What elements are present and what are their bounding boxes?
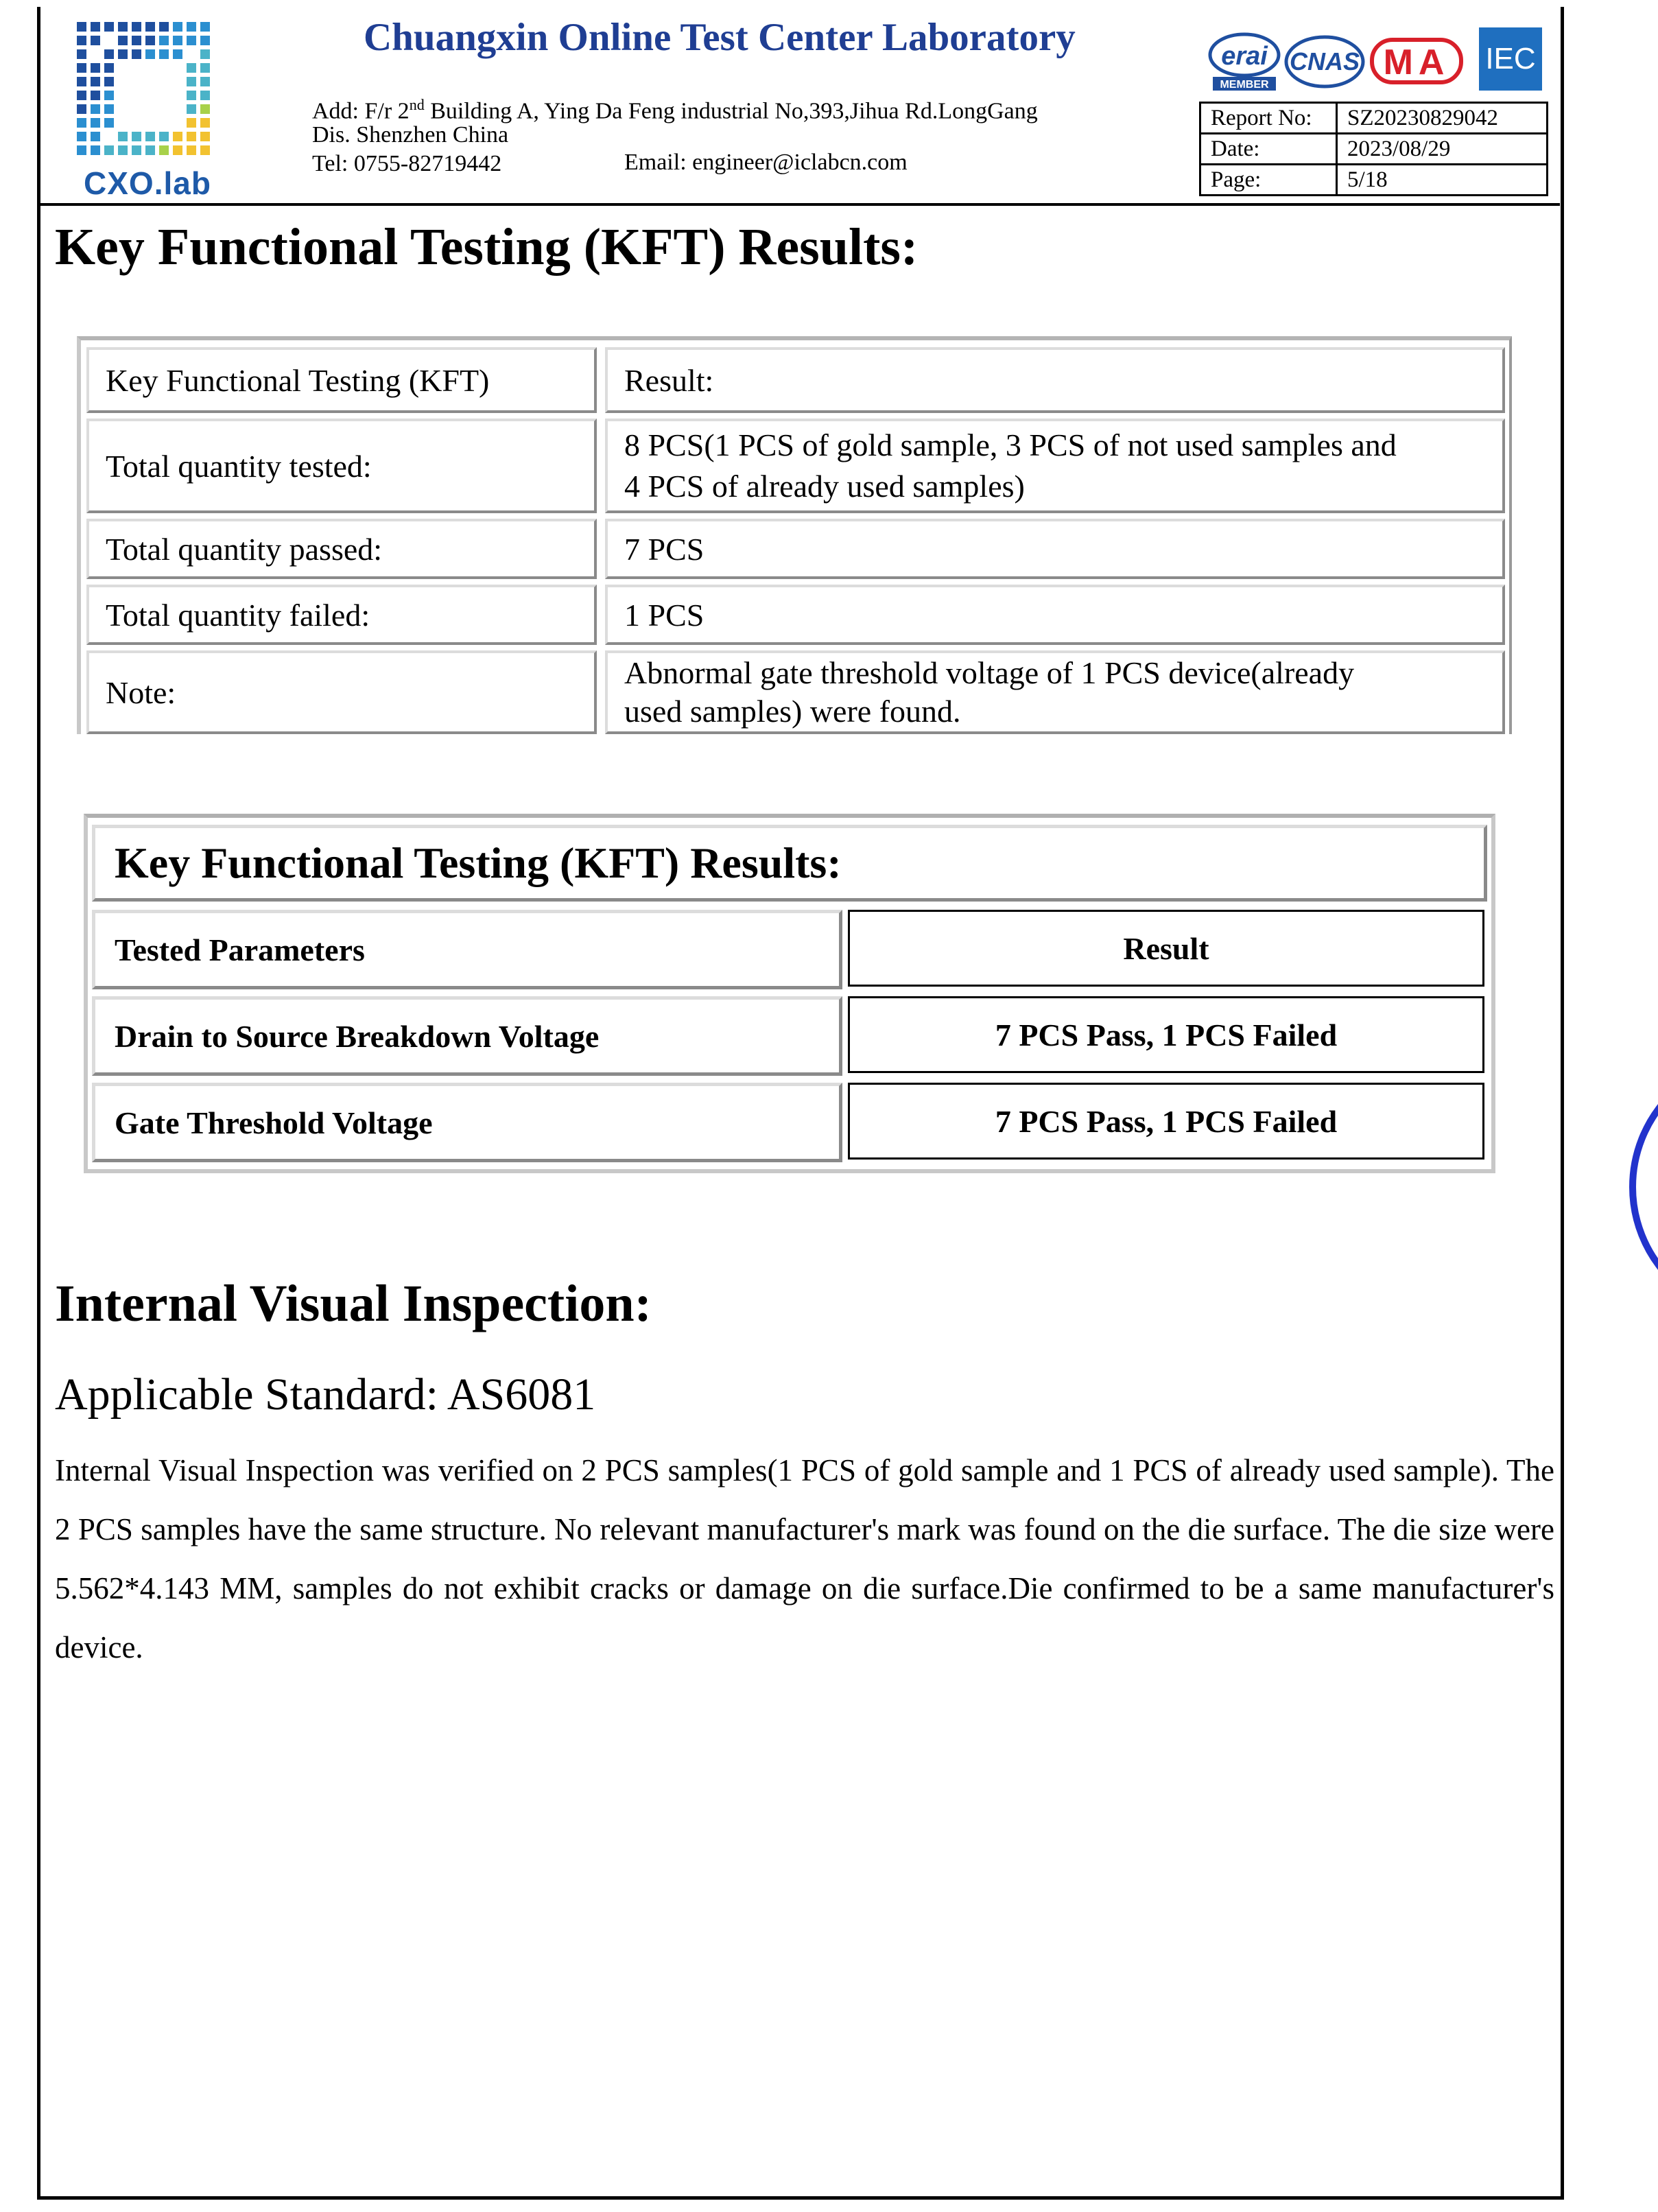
row-note-value-line1: Abnormal gate threshold voltage of 1 PCS device(already	[624, 655, 1355, 690]
logo-tile	[91, 77, 100, 86]
logo-tile	[187, 91, 196, 100]
logo-tile	[91, 132, 100, 141]
date-value: 2023/08/29	[1337, 134, 1548, 165]
page-value: 5/18	[1337, 165, 1548, 196]
logo-tile	[200, 49, 210, 59]
header-divider	[37, 203, 1560, 206]
logo-tile	[132, 132, 141, 141]
telephone: Tel: 0755-82719442	[312, 151, 502, 176]
row-note-value	[605, 650, 1505, 734]
logo-tile	[132, 36, 141, 45]
address-superscript: nd	[409, 96, 425, 113]
applicable-standard: Applicable Standard: AS6081	[55, 1369, 596, 1420]
logo-tile	[104, 63, 114, 73]
logo-tile	[91, 63, 100, 73]
svg-text:MA: MA	[1383, 43, 1450, 82]
logo-tile	[173, 145, 182, 155]
row-tested-value-line1: 8 PCS(1 PCS of gold sample, 3 PCS of not used samples and	[624, 427, 1397, 462]
row-note-label: Note:	[86, 650, 597, 734]
logo-tile	[77, 104, 86, 114]
cma-logo	[1369, 37, 1464, 85]
logo-tile	[187, 36, 196, 45]
logo-tile	[187, 63, 196, 73]
logo-tile	[187, 145, 196, 155]
logo-tile	[91, 104, 100, 114]
logo-tile	[200, 145, 210, 155]
logo-tile	[187, 104, 196, 114]
row-failed-label: Total quantity failed:	[86, 585, 597, 645]
erai-member-logo	[1207, 30, 1281, 92]
logo-tile	[200, 22, 210, 32]
summary-header-right: Result:	[605, 347, 1505, 413]
row-tested-value-line2: 4 PCS of already used samples)	[624, 469, 1025, 504]
logo-tile	[104, 104, 114, 114]
row-tested-label: Total quantity tested:	[86, 419, 597, 513]
logo-tile	[118, 132, 128, 141]
report-no-row	[1200, 103, 1548, 134]
row-passed-label: Total quantity passed:	[86, 519, 597, 579]
address-line-2: Dis. Shenzhen China	[312, 122, 509, 148]
logo-tile	[145, 132, 155, 141]
logo-mosaic-icon	[75, 21, 220, 165]
logo-tile	[132, 22, 141, 32]
logo-tile	[159, 22, 169, 32]
logo-tile	[187, 132, 196, 141]
logo-tile	[187, 22, 196, 32]
logo-tile	[200, 104, 210, 114]
email: Email: engineer@iclabcn.com	[624, 150, 908, 175]
certification-logos	[1207, 27, 1543, 96]
logo-tile	[77, 49, 86, 59]
logo-tile	[159, 145, 169, 155]
logo-tile	[91, 36, 100, 45]
logo-tile	[118, 49, 128, 59]
logo-tile	[173, 22, 182, 32]
cnas-logo	[1284, 34, 1365, 89]
logo-tile	[187, 118, 196, 128]
date-row	[1200, 134, 1548, 165]
logo-tile	[77, 91, 86, 100]
company-stamp-icon	[1605, 1043, 1658, 1331]
logo-tile	[77, 63, 86, 73]
logo-tile	[77, 118, 86, 128]
logo-tile	[145, 22, 155, 32]
logo-tile	[77, 145, 86, 155]
logo-tile	[118, 36, 128, 45]
logo-tile	[104, 118, 114, 128]
results-col-parameters: Tested Parameters	[92, 910, 842, 989]
iec-logo: IEC	[1479, 27, 1542, 91]
logo-tile	[159, 49, 169, 59]
logo-tile	[91, 22, 100, 32]
visual-inspection-paragraph: Internal Visual Inspection was verified on 2 PCS samples(1 PCS of gold sample and 1 PCS of already used sample). The 2 PCS samples have the same structure. No relevant manufacturer's mark was found on the die surface. The die size were 5.562*4.143 MM, samples do not exhibit cracks or damage on die surface.Die confirmed to be a same manufacturer's device.	[55, 1453, 1554, 1664]
results-row-result: 7 PCS Pass, 1 PCS Failed	[848, 1083, 1484, 1160]
logo-tile	[200, 63, 210, 73]
summary-header-left: Key Functional Testing (KFT)	[86, 347, 597, 413]
logo-text: CXO.lab	[84, 165, 211, 201]
logo-tile	[77, 22, 86, 32]
results-table-title: Key Functional Testing (KFT) Results:	[92, 825, 1487, 902]
company-name: Chuangxin Online Test Center Laboratory	[364, 16, 1076, 59]
row-passed-value: 7 PCS	[605, 519, 1505, 579]
logo-tile	[159, 132, 169, 141]
logo-tile	[159, 36, 169, 45]
logo-tile	[200, 77, 210, 86]
visual-inspection-heading: Internal Visual Inspection:	[55, 1275, 652, 1332]
logo-tile	[118, 145, 128, 155]
cxo-lab-logo	[75, 21, 220, 199]
logo-tile	[104, 49, 114, 59]
svg-text:MEMBER: MEMBER	[1220, 79, 1269, 91]
row-failed-value: 1 PCS	[605, 585, 1505, 645]
report-no-value: SZ20230829042	[1337, 103, 1548, 134]
date-label: Date:	[1200, 134, 1337, 165]
logo-tile	[173, 132, 182, 141]
logo-tile	[104, 77, 114, 86]
logo-tile	[145, 145, 155, 155]
svg-text:erai: erai	[1221, 42, 1268, 71]
logo-tile	[104, 91, 114, 100]
logo-tile	[104, 145, 114, 155]
logo-tile	[104, 22, 114, 32]
report-info-table	[1199, 102, 1548, 196]
logo-tile	[118, 22, 128, 32]
logo-tile	[91, 145, 100, 155]
logo-tile	[173, 49, 182, 59]
results-col-result: Result	[848, 910, 1484, 987]
address-line-1: Add: F/r 2nd Building A, Ying Da Feng industrial No,393,Jihua Rd.LongGang	[312, 96, 1038, 124]
row-tested-value	[605, 419, 1505, 513]
logo-tile	[200, 132, 210, 141]
results-row-parameter: Gate Threshold Voltage	[92, 1083, 842, 1162]
logo-tile	[132, 145, 141, 155]
report-no-label: Report No:	[1200, 103, 1337, 134]
logo-tile	[145, 36, 155, 45]
row-note-value-line2: used samples) were found.	[624, 694, 961, 729]
results-row-result: 7 PCS Pass, 1 PCS Failed	[848, 996, 1484, 1073]
page-row	[1200, 165, 1548, 196]
logo-tile	[200, 118, 210, 128]
logo-tile	[200, 36, 210, 45]
logo-tile	[77, 77, 86, 86]
logo-tile	[132, 49, 141, 59]
logo-tile	[200, 91, 210, 100]
logo-tile	[77, 132, 86, 141]
results-row-parameter: Drain to Source Breakdown Voltage	[92, 996, 842, 1076]
kft-heading: Key Functional Testing (KFT) Results:	[55, 218, 919, 276]
svg-text:CNAS: CNAS	[1289, 47, 1360, 75]
logo-tile	[91, 118, 100, 128]
logo-tile	[187, 77, 196, 86]
logo-tile	[77, 36, 86, 45]
page-label: Page:	[1200, 165, 1337, 196]
logo-tile	[145, 49, 155, 59]
logo-tile	[91, 91, 100, 100]
logo-tile	[173, 36, 182, 45]
